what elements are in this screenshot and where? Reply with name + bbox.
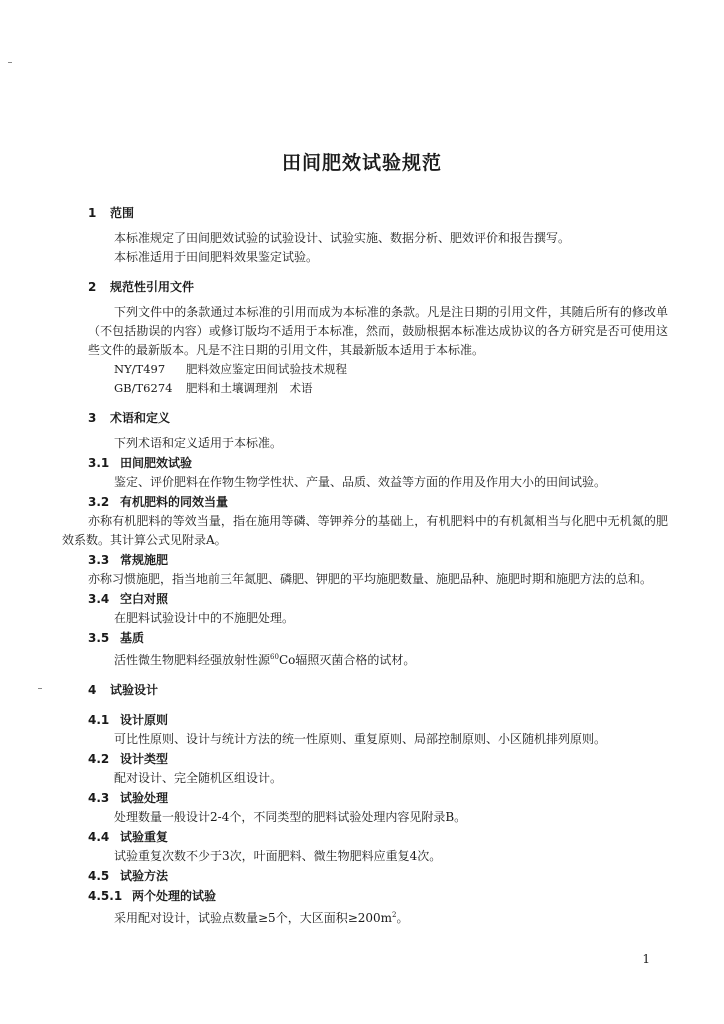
term-heading: 3.5 基质 [88, 631, 145, 645]
section-heading: 1 范围 [88, 206, 135, 220]
term-heading: 3.3 常规施肥 [88, 553, 169, 567]
term-definition: 在肥料试验设计中的不施肥处理。 [114, 611, 295, 625]
scan-mark [8, 62, 12, 63]
paragraph: 可比性原则、设计与统计方法的统一性原则、重复原则、局部控制原则、小区随机排列原则。 [114, 732, 607, 746]
subsection-heading: 4.5 试验方法 [88, 869, 169, 883]
paragraph: 配对设计、完全随机区组设计。 [114, 771, 283, 785]
paragraph: 本标准规定了田间肥效试验的试验设计、试验实施、数据分析、肥效评价和报告撰写。 [114, 231, 571, 245]
term-heading: 3.2 有机肥料的同效当量 [88, 495, 229, 509]
section-scope [88, 203, 668, 267]
paragraph: 处理数量一般设计2-4个，不同类型的肥料试验处理内容见附录B。 [114, 810, 467, 824]
page-number: 1 [642, 952, 650, 966]
section-heading: 4 试验设计 [88, 683, 159, 697]
document-title: 田间肥效试验规范 [281, 152, 442, 174]
subsubsection-heading: 4.5.1 两个处理的试验 [88, 889, 217, 903]
paragraph: 下列文件中的条款通过本标准的引用而成为本标准的条款。凡是注日期的引用文件，其随后所有的修改单（不包括勘误的内容）或修订版均不适用于本标准，然而，鼓励根据本标准达成协议的各方研究是否可使用这些文件的最新版本。凡是不注日期的引用文件，其最新版本适用于本标准。 [88, 305, 668, 357]
section-terms-definitions [62, 408, 668, 670]
paragraph: 试验重复次数不少于3次，叶面肥料、微生物肥料应重复4次。 [114, 849, 442, 863]
term-definition: 亦称有机肥料的等效当量，指在施用等磷、等钾养分的基础上，有机肥料中的有机氮相当与化肥中无机氮的肥效系数。其计算公式见附录A。 [62, 514, 668, 547]
section-normative-references [88, 277, 668, 398]
document-body [62, 203, 668, 928]
subsection-heading: 4.2 设计类型 [88, 752, 169, 766]
term-heading: 3.4 空白对照 [88, 592, 169, 606]
subsection-heading: 4.3 试验处理 [88, 791, 169, 805]
reference-item: NY/T497 肥料效应鉴定田间试验技术规程 [114, 362, 347, 376]
paragraph: 本标准适用于田间肥料效果鉴定试验。 [114, 250, 319, 264]
subsection-heading: 4.1 设计原则 [88, 713, 169, 727]
term-definition: 亦称习惯施肥，指当地前三年氮肥、磷肥、钾肥的平均施肥数量、施肥品种、施肥时期和施肥方法的总和。 [88, 572, 653, 586]
term-definition: 鉴定、评价肥料在作物生物学性状、产量、品质、效益等方面的作用及作用大小的田间试验。 [114, 475, 607, 489]
section-heading: 3 术语和定义 [88, 411, 171, 425]
paragraph: 采用配对设计，试验点数量≥5个，大区面积$\ge 200m^2$。 [114, 911, 409, 925]
reference-item: GB/T6274 肥料和土壤调理剂 术语 [114, 381, 313, 395]
term-heading: 3.1 田间肥效试验 [88, 456, 193, 470]
term-definition: 活性微生物肥料经强放射性源$^{60}$Co辐照灭菌合格的试材。 [114, 653, 416, 667]
subsection-heading: 4.4 试验重复 [88, 830, 169, 844]
paragraph: 下列术语和定义适用于本标准。 [114, 436, 283, 450]
section-experiment-design [88, 680, 668, 928]
scan-mark [38, 688, 42, 689]
section-heading: 2 规范性引用文件 [88, 280, 195, 294]
